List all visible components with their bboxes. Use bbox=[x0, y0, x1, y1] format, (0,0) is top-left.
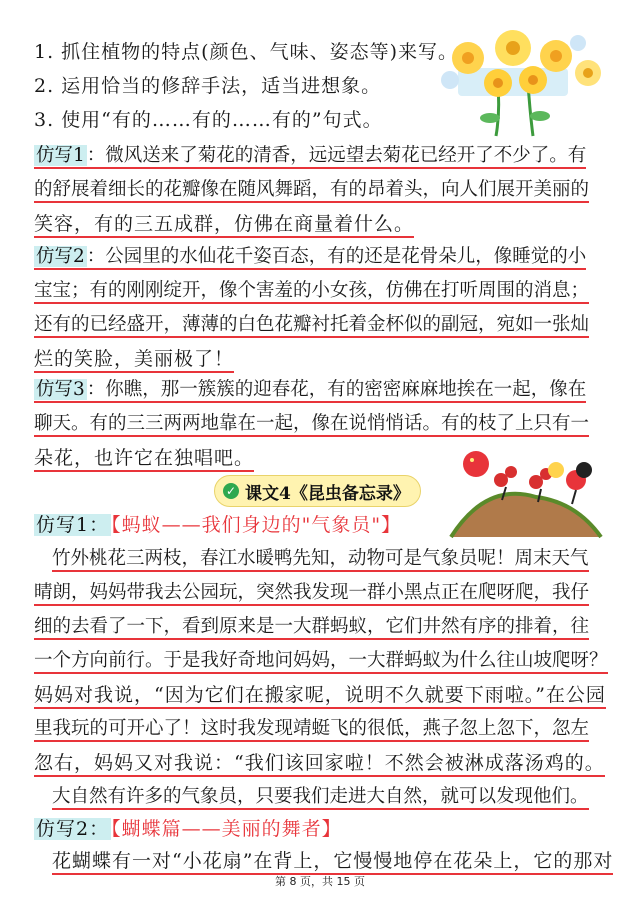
p2-line-4: 烂的笑脸，美丽极了！ bbox=[34, 345, 234, 373]
check-icon: ✓ bbox=[223, 483, 239, 499]
page-footer: 第 8 页，共 15 页 bbox=[275, 875, 365, 888]
p4-title: 【蚂蚁——我们身边的"气象员"】 bbox=[111, 514, 402, 536]
lesson-badge bbox=[214, 475, 421, 507]
p3-line-1: 仿写3 ：你瞧，那一簇簇的迎春花，有的密密麻麻地挨在一起，像在 bbox=[34, 376, 586, 404]
p5-tag: 仿写2： bbox=[36, 818, 110, 840]
p4-line-8: 大自然有许多的气象员，只要我们走进大自然，就可以发现他们。 bbox=[52, 783, 589, 811]
tip-3: 3. 使用“有的……有的……有的”句式。 bbox=[34, 109, 383, 131]
p2-line-1: 仿写2 ：公园里的水仙花千姿百态，有的还是花骨朵儿，像睡觉的小 bbox=[34, 243, 586, 271]
flower-bouquet-illustration bbox=[438, 28, 608, 138]
p3-line-3: 朵花，也许它在独唱吧。 bbox=[34, 444, 254, 472]
p1-line-3: 笑容，有的三五成群，仿佛在商量着什么。 bbox=[34, 210, 414, 238]
p2-line-3: 还有的已经盛开，薄薄的白色花瓣衬托着金杯似的副冠，宛如一张灿 bbox=[34, 311, 589, 339]
p4-line-1: 竹外桃花三两枝，春江水暖鸭先知，动物可是气象员呢！周末天气 bbox=[52, 545, 589, 573]
p5-line-1: 花蝴蝶有一对“小花扇”在背上，它慢慢地停在花朵上，它的那对 bbox=[52, 847, 613, 875]
p4-tag: 仿写1： bbox=[36, 514, 110, 536]
p1-line-1: 仿写1 ：微风送来了菊花的清香，远远望去菊花已经开了不少了。有 bbox=[34, 142, 586, 170]
p4-line-5: 妈妈对我说，“因为它们在搬家呢，说明不久就要下雨啦。”在公园 bbox=[34, 681, 606, 709]
p4-heading bbox=[34, 511, 401, 539]
p4-line-4: 一个方向前行。于是我好奇地问妈妈，一大群蚂蚁为什么往山坡爬呀？ bbox=[34, 647, 608, 675]
p4-line-7: 忽右，妈妈又对我说：“我们该回家啦！不然会被淋成落汤鸡的。 bbox=[34, 749, 605, 777]
lesson-badge-label: 课文4《昆虫备忘录》 bbox=[245, 483, 410, 504]
p1-line-2: 的舒展着细长的花瓣像在随风舞蹈，有的昂着头，向人们展开美丽的 bbox=[34, 176, 589, 204]
tip-2: 2. 运用恰当的修辞手法，适当进想象。 bbox=[34, 75, 382, 97]
p5-title: 【蝴蝶篇——美丽的舞者】 bbox=[111, 818, 342, 840]
p3-tag: 仿写3 bbox=[36, 379, 85, 400]
p5-heading bbox=[34, 815, 342, 843]
p1-tag: 仿写1 bbox=[36, 145, 85, 166]
p3-line-2: 聊天。有的三三两两地靠在一起，像在说悄悄话。有的枝了上只有一 bbox=[34, 410, 589, 438]
tip-1: 1. 抓住植物的特点(颜色、气味、姿态等)来写。 bbox=[34, 41, 458, 63]
p4-line-2: 晴朗，妈妈带我去公园玩，突然我发现一群小黑点正在爬呀爬，我仔 bbox=[34, 579, 589, 607]
p2-tag: 仿写2 bbox=[36, 246, 85, 267]
p4-line-6: 里我玩的可开心了！这时我发现靖蜓飞的很低，燕子忽上忽下，忽左 bbox=[34, 715, 589, 743]
p2-line-2: 宝宝；有的刚刚绽开，像个害羞的小女孩，仿佛在打听周围的消息； bbox=[34, 277, 589, 305]
ants-on-hill-illustration bbox=[446, 442, 606, 542]
p4-line-3: 细的去看了一下，看到原来是一大群蚂蚁，它们井然有序的排着，往 bbox=[34, 613, 589, 641]
